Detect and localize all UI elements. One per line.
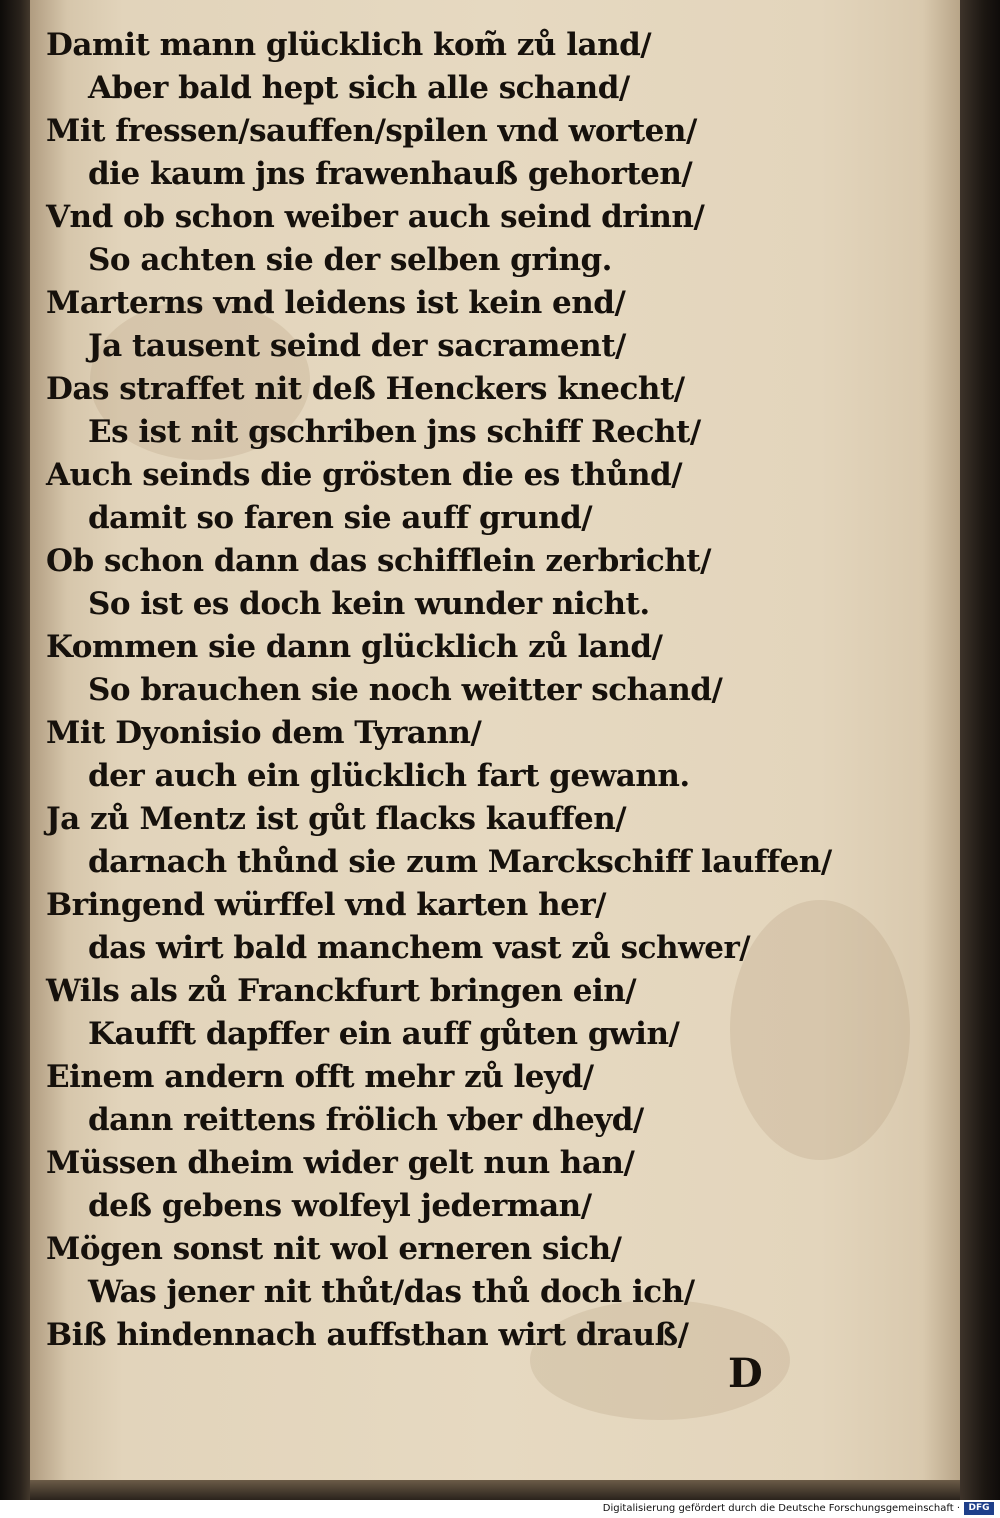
verse-line: Ja zů Mentz ist gůt flacks kauffen/ xyxy=(46,801,627,837)
funding-credit: Digitalisierung gefördert durch die Deutsche Forschungsgemeinschaft · xyxy=(602,1503,960,1514)
verse-line: So achten sie der selben gring. xyxy=(88,242,612,278)
verse-line: das wirt bald manchem vast zů schwer/ xyxy=(88,930,751,966)
verse-line: Das straffet nit deß Henckers knecht/ xyxy=(46,371,685,407)
verse-line: darnach thůnd sie zum Marckschiff lauffen/ xyxy=(88,844,832,880)
dfg-logo: DFG xyxy=(964,1502,994,1515)
verse-line: Mögen sonst nit wol erneren sich/ xyxy=(46,1231,622,1267)
verse-line: Kommen sie dann glücklich zů land/ xyxy=(46,629,663,665)
verse-line: Wils als zů Franckfurt bringen ein/ xyxy=(46,973,637,1009)
verse-line: Marterns vnd leidens ist kein end/ xyxy=(46,285,626,321)
verse-line: Aber bald hept sich alle schand/ xyxy=(88,70,630,106)
verse-line: Einem andern offt mehr zů leyd/ xyxy=(46,1059,594,1095)
verse-line: Bringend würffel vnd karten her/ xyxy=(46,887,606,923)
verse-line: deß gebens wolfeyl jederman/ xyxy=(88,1188,592,1224)
verse-line: Es ist nit gschriben jns schiff Recht/ xyxy=(88,414,701,450)
verse-line: Vnd ob schon weiber auch seind drinn/ xyxy=(46,199,705,235)
verse-line: Damit mann glücklich kom̃ zů land/ xyxy=(46,27,652,63)
verse-line: Biß hindennach auffsthan wirt drauß/ xyxy=(46,1317,689,1353)
verse-line: Müssen dheim wider gelt nun han/ xyxy=(46,1145,635,1181)
verse-line: Mit fressen/sauffen/spilen vnd worten/ xyxy=(46,113,697,149)
verse-line: Ja tausent seind der sacrament/ xyxy=(88,328,626,364)
verse-line: So ist es doch kein wunder nicht. xyxy=(88,586,650,622)
verse-line: Mit Dyonisio dem Tyrann/ xyxy=(46,715,482,751)
verse-line: damit so faren sie auff grund/ xyxy=(88,500,593,536)
verse-line: Ob schon dann das schifflein zerbricht/ xyxy=(46,543,711,579)
verse-line: So brauchen sie noch weitter schand/ xyxy=(88,672,723,708)
verse-line: dann reittens frölich vber dheyd/ xyxy=(88,1102,644,1138)
verse-line: Kaufft dapffer ein auff gůten gwin/ xyxy=(88,1016,680,1052)
verse-line: Auch seinds die grösten die es thůnd/ xyxy=(46,457,683,493)
verse-line: der auch ein glücklich fart gewann. xyxy=(88,758,690,794)
verse-line: die kaum jns frawenhauß gehorten/ xyxy=(88,156,693,192)
footer xyxy=(0,1500,1000,1518)
verse-line: Was jener nit thůt/das thů doch ich/ xyxy=(88,1274,695,1310)
catchword: D xyxy=(728,1350,763,1397)
